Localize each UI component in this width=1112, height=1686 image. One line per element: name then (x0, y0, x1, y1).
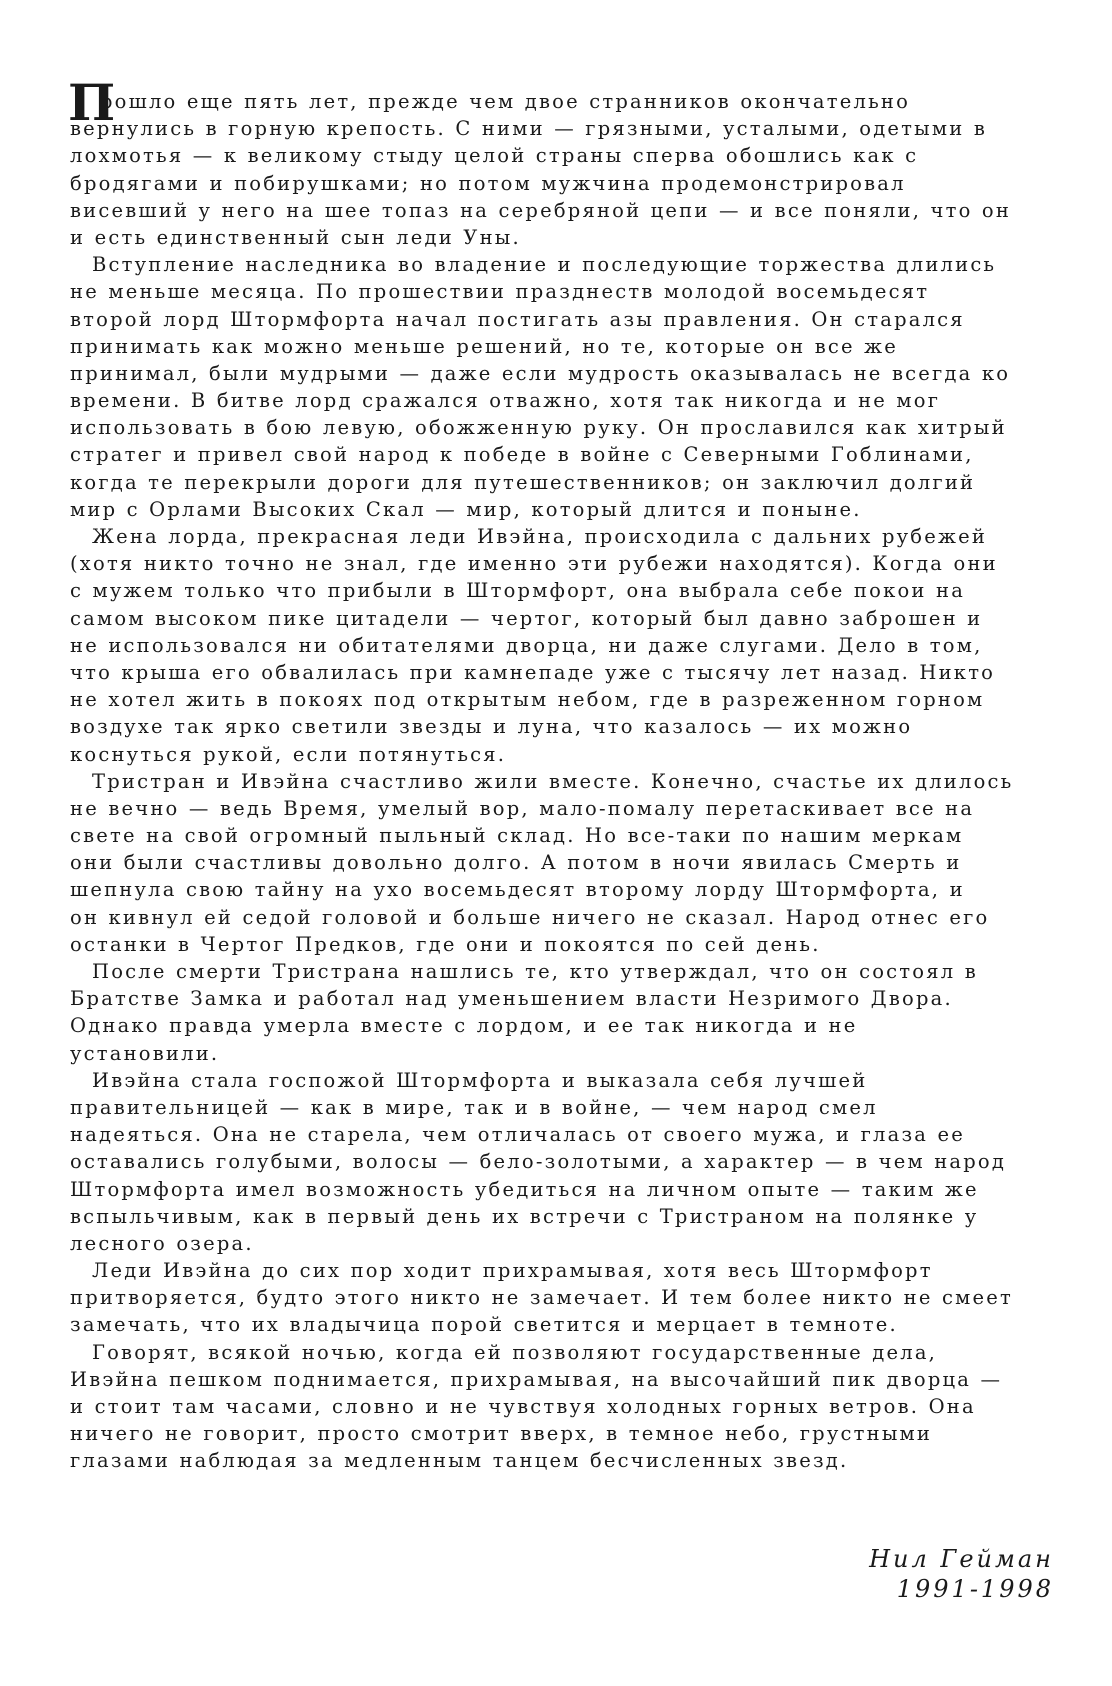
text-line: принимал, были мудрыми — даже если мудрость оказывалась не всегда ко (70, 361, 1011, 385)
text-line: стратег и привел свой народ к победе в войне с Северными Гоблинами, (70, 443, 974, 467)
text-line: воздухе так ярко светили звезды и луна, что казалось — их можно (70, 715, 913, 739)
text-line: он кивнул ей седой головой и больше ничего не сказал. Народ отнес его (70, 905, 990, 929)
text-line: висевший у него на шее топаз на серебряной цепи — и все поняли, что он (70, 198, 1012, 222)
text-line: Вступление наследника во владение и последующие торжества длились (92, 253, 997, 277)
text-line: Жена лорда, прекрасная леди Ивэйна, происходила с дальних рубежей (92, 525, 988, 548)
text-line: Ивэйна пешком поднимается, прихрамывая, на высочайший пик дворца — (70, 1367, 1003, 1391)
text-line: Однако правда умерла вместе с лордом, и ее так никогда и не (70, 1014, 858, 1038)
text-line: свете на свой огромный пыльный склад. Но все-таки по нашим меркам (70, 824, 964, 848)
drop-cap: П (68, 73, 116, 132)
text-line-content: рошло еще пять лет, прежде чем двое странников окончательно (100, 90, 911, 113)
text-line: не использовался ни обитателями дворца, ни даже слугами. Дело в том, (70, 633, 983, 657)
text-line: мир с Орлами Высоких Скал — мир, который длится и поныне. (70, 497, 862, 521)
text-line: Тристран и Ивэйна счастливо жили вместе. Конечно, счастье их длилось (92, 769, 1014, 793)
text-line: бродягами и побирушками; но потом мужчина продемонстрировал (70, 171, 906, 195)
text-line: они были счастливы довольно долго. А потом в ночи явилась Смерть и (70, 851, 962, 875)
text-line: останки в Чертог Предков, где они и покоятся по сей день. (70, 932, 821, 956)
text-line: (хотя никто точно не знал, где именно эти рубежи находятся). Когда они (70, 552, 998, 576)
text-line: что крыша его обвалилась при камнепаде уже с тысячу лет назад. Никто (70, 660, 996, 684)
text-line: не вечно — ведь Время, умелый вор, мало-помалу перетаскивает все на (70, 796, 975, 820)
text-line: лохмотья — к великому стыду целой страны сперва обошлись как с (70, 144, 919, 168)
body-text (68, 73, 1055, 1475)
author-name: Нил Гейман (869, 1545, 1054, 1573)
text-line: надеяться. Она не старела, чем отличалась от своего мужа, и глаза ее (70, 1123, 966, 1147)
text-line: После смерти Тристрана нашлись те, кто утверждал, что он состоял в (92, 960, 978, 983)
text-line: с мужем только что прибыли в Штормфорт, она выбрала себе покои на (70, 579, 966, 603)
text-line: шепнула свою тайну на ухо восемьдесят второму лорду Штормфорта, и (70, 878, 965, 902)
text-line: вспыльчивым, как в первый день их встречи с Тристраном на полянке у (70, 1204, 979, 1228)
text-line: правительницей — как в мире, так и в войне, — чем народ смел (70, 1095, 878, 1119)
text-line: коснуться рукой, если потянуться. (70, 742, 507, 766)
text-line: глазами наблюдая за медленным танцем бесчисленных звезд. (70, 1449, 849, 1473)
text-line: Штормфорта имел возможность убедиться на личном опыте — таким же (70, 1177, 979, 1201)
text-line: притворяется, будто этого никто не замечает. И тем более никто не смеет (70, 1286, 1013, 1310)
text-line: вернулись в горную крепость. С ними — грязными, усталыми, одетыми в (70, 117, 988, 141)
text-line: лесного озера. (70, 1231, 254, 1255)
text-line: принимать как можно меньше решений, но те, которые он все же (70, 334, 899, 358)
text-line: второй лорд Штормфорта начал постигать азы правления. Он старался (70, 307, 965, 331)
text-line: когда те перекрыли дороги для путешественников; он заключил долгий (70, 470, 976, 494)
text-line: и есть единственный сын леди Уны. (70, 225, 521, 249)
signature-years: 1991-1998 (896, 1575, 1054, 1603)
text-line: и стоит там часами, словно и не чувствуя холодных горных ветров. Она (70, 1395, 976, 1418)
text-line: Леди Ивэйна до сих пор ходит прихрамывая, хотя весь Штормфорт (92, 1259, 933, 1283)
text-line: ничего не говорит, просто смотрит вверх, в темное небо, грустными (70, 1422, 933, 1446)
text-line: установили. (70, 1041, 220, 1065)
text-line: Ивэйна стала госпожой Штормфорта и выказала себя лучшей (92, 1068, 868, 1092)
text-line: Братстве Замка и работал над уменьшением власти Незримого Двора. (70, 987, 953, 1011)
text-line: использовать в бою левую, обожженную руку. Он прославился как хитрый (70, 416, 1007, 440)
signature (869, 1544, 1054, 1604)
text-line: замечать, что их владычица порой светится и мерцает в темноте. (70, 1313, 898, 1337)
text-line: не хотел жить в покоях под открытым небом, где в разреженном горном (70, 688, 985, 712)
text-line: оставались голубыми, волосы — бело-золотыми, а характер — в чем народ (70, 1150, 1007, 1174)
text-line: не меньше месяца. По прошествии празднеств молодой восемьдесят (70, 280, 930, 304)
text-line: Говорят, всякой ночью, когда ей позволяют государственные дела, (92, 1340, 938, 1364)
text-line: самом высоком пике цитадели — чертог, который был давно заброшен и (70, 606, 983, 630)
text-line: времени. В битве лорд сражался отважно, хотя так никогда и не мог (70, 389, 941, 413)
